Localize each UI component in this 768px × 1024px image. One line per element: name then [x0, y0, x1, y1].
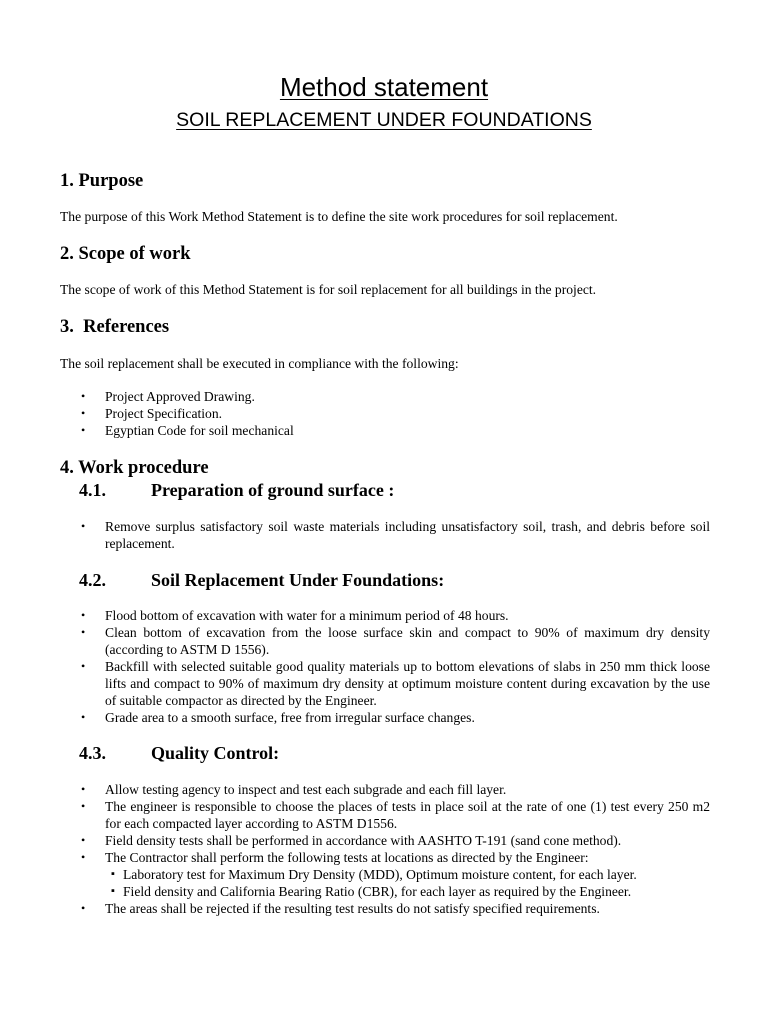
tests-sublist — [105, 866, 710, 900]
subsection-title: Soil Replacement Under Foundations: — [151, 570, 445, 590]
subsection-heading-soil-replacement — [79, 568, 444, 592]
scope-text: The scope of work of this Method Statement is for soil replacement for all buildings in the project. — [60, 282, 597, 297]
section-title: Work procedure — [78, 458, 209, 478]
list-item: • The areas shall be rejected if the resulting test results do not satisfy specified requirements. — [60, 900, 710, 917]
subsection-heading-preparation — [79, 478, 394, 502]
section-number: 3. — [60, 317, 74, 337]
references-intro: The soil replacement shall be executed in compliance with the following: — [60, 356, 459, 371]
list-item-text: The Contractor shall perform the following tests at locations as directed by the Engineer: — [105, 850, 589, 865]
list-item: • Allow testing agency to inspect and test each subgrade and each fill layer. — [60, 781, 710, 798]
subsection-number: 4.2. — [79, 570, 106, 590]
section-title: Scope of work — [78, 244, 191, 264]
subsection-number: 4.1. — [79, 480, 106, 500]
document-subtitle: SOIL REPLACEMENT UNDER FOUNDATIONS — [176, 109, 592, 131]
section-number: 1. — [60, 171, 74, 191]
preparation-list — [60, 518, 710, 552]
sublist-item: ▪ Laboratory test for Maximum Dry Density (MDD), Optimum moisture content, for each layer. — [105, 866, 710, 883]
list-item: • Remove surplus satisfactory soil waste materials including unsatisfactory soil, trash, and debris before soil replacement. — [60, 518, 710, 552]
list-item: • Field density tests shall be performed in accordance with AASHTO T-191 (sand cone method). — [60, 832, 710, 849]
list-item: • Clean bottom of excavation from the loose surface skin and compact to 90% of maximum dry density (according to ASTM D 1556). — [60, 624, 710, 658]
list-item: • Egyptian Code for soil mechanical — [60, 422, 710, 439]
section-heading-scope — [60, 242, 191, 266]
section-heading-references — [60, 315, 169, 339]
references-list — [60, 388, 710, 439]
subsection-number: 4.3. — [79, 743, 106, 763]
section-title: References — [83, 317, 170, 337]
purpose-text: The purpose of this Work Method Statement is to define the site work procedures for soil replacement. — [60, 209, 618, 224]
quality-control-list — [60, 781, 710, 917]
section-number: 2. — [60, 244, 74, 264]
document-title: Method statement — [279, 72, 489, 102]
section-number: 4. — [60, 458, 74, 478]
list-item: • The engineer is responsible to choose the places of tests in place soil at the rate of one (1) test every 250 m2 for each compacted layer according to ASTM D1556. — [60, 798, 710, 832]
subsection-heading-quality-control — [79, 741, 279, 765]
section-heading-purpose — [60, 169, 143, 193]
list-item: • Grade area to a smooth surface, free from irregular surface changes. — [60, 709, 710, 726]
list-item: • Project Specification. — [60, 405, 710, 422]
soil-replacement-list — [60, 607, 710, 726]
sublist-item: ▪ Field density and California Bearing Ratio (CBR), for each layer as required by the Engineer. — [105, 883, 710, 900]
list-item — [60, 849, 710, 900]
subsection-title: Quality Control: — [151, 743, 280, 763]
section-title: Purpose — [78, 171, 144, 191]
list-item: • Flood bottom of excavation with water for a minimum period of 48 hours. — [60, 607, 710, 624]
list-item: • Backfill with selected suitable good quality materials up to bottom elevations of slabs in 250 mm thick loose lifts and compact to 90% of maximum dry density at optimum moisture content during excavation by the use of suitable compactor as directed by the Engineer. — [60, 658, 710, 709]
list-item: • Project Approved Drawing. — [60, 388, 710, 405]
section-heading-work-procedure — [60, 456, 209, 480]
subsection-title: Preparation of ground surface : — [151, 480, 395, 500]
